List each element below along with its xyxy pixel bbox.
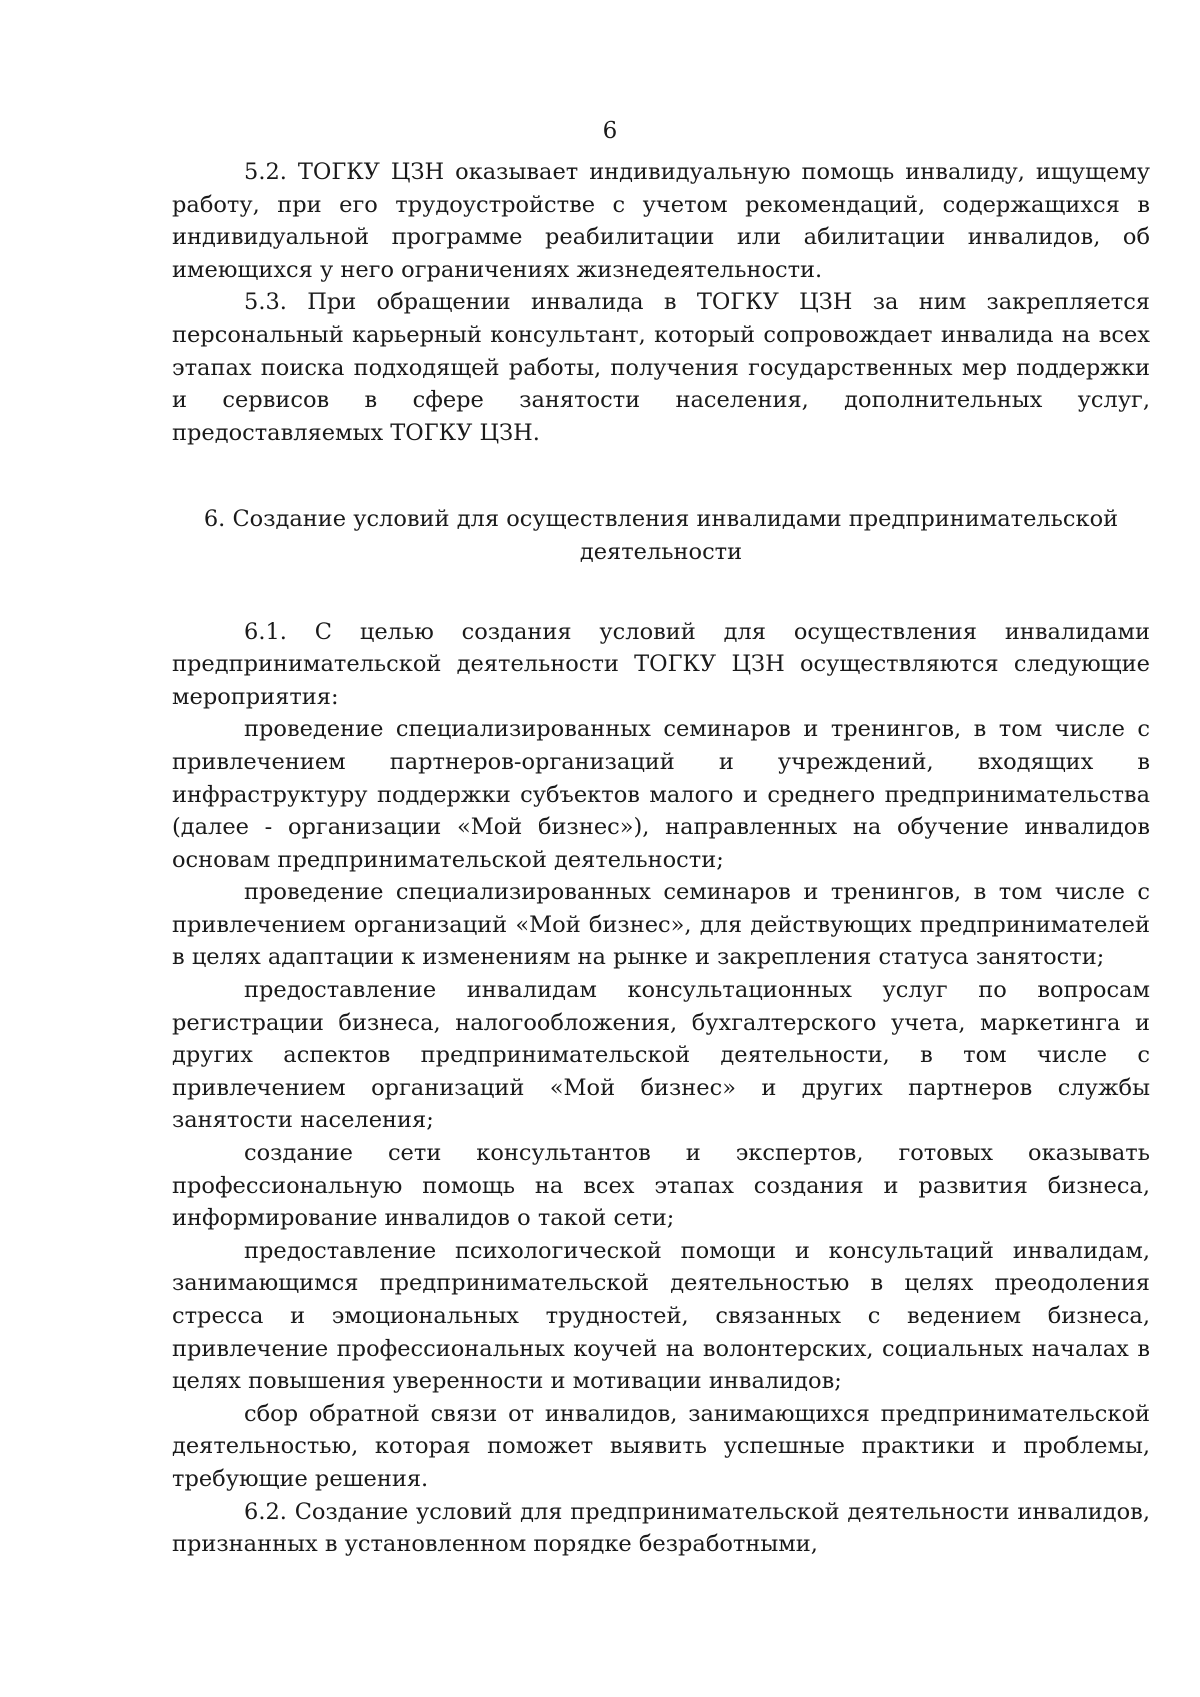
section-6-heading bbox=[172, 503, 1150, 568]
list-item-feedback-collection: сбор обратной связи от инвалидов, занимающихся предпринимательской деятельностью, которая поможет выявить успешные практики и проблемы, требующие решения. bbox=[172, 1400, 1150, 1492]
section-6-heading-line-1: 6. Создание условий для осуществления инвалидами предпринимательской bbox=[203, 506, 1119, 533]
paragraph-6-1: 6.1. С целью создания условий для осуществления инвалидами предпринимательской деятельности ТОГКУ ЦЗН осуществляются следующие мероприятия: bbox=[172, 618, 1150, 710]
document-body bbox=[172, 156, 1150, 1561]
paragraph-5-3: 5.3. При обращении инвалида в ТОГКУ ЦЗН за ним закрепляется персональный карьерный консультант, который сопровождает инвалида на всех этапах поиска подходящей работы, получения государственных мер поддержки и сервисов в сфере занятости населения, дополнительных услуг, предоставляемых ТОГКУ ЦЗН. bbox=[172, 289, 1150, 446]
list-item-seminars-training: проведение специализированных семинаров и тренингов, в том числе с привлечением партнеров-организаций и учреждений, входящих в инфраструктуру поддержки субъектов малого и среднего предпринимательства (далее - организации «Мой бизнес»), направленных на обучение инвалидов основам предпринимательской деятельности; bbox=[172, 716, 1150, 873]
page-number: 6 bbox=[602, 118, 618, 144]
list-item-psychological-help: предоставление психологической помощи и консультаций инвалидам, занимающимся предпринимательской деятельностью в целях преодоления стресса и эмоциональных трудностей, связанных с ведением бизнеса, привлечение профессиональных коучей на волонтерских, социальных началах в целях повышения уверенности и мотивации инвалидов; bbox=[172, 1237, 1150, 1395]
list-item-expert-network: создание сети консультантов и экспертов, готовых оказывать профессиональную помощь на всех этапах создания и развития бизнеса, информирование инвалидов о такой сети; bbox=[172, 1140, 1150, 1232]
list-item-consulting-services: предоставление инвалидам консультационных услуг по вопросам регистрации бизнеса, налогообложения, бухгалтерского учета, маркетинга и других аспектов предпринимательской деятельности, в том числе с привлечением организаций «Мой бизнес» и других партнеров службы занятости населения; bbox=[172, 977, 1150, 1134]
paragraph-5-2: 5.2. ТОГКУ ЦЗН оказывает индивидуальную помощь инвалиду, ищущему работу, при его трудоустройстве с учетом рекомендаций, содержащихся в индивидуальной программе реабилитации или абилитации инвалидов, об имеющихся у него ограничениях жизнедеятельности. bbox=[172, 159, 1150, 283]
list-item-seminars-active-entrepreneurs: проведение специализированных семинаров и тренингов, в том числе с привлечением организаций «Мой бизнес», для действующих предпринимателей в целях адаптации к изменениям на рынке и закрепления статуса занятости; bbox=[172, 879, 1150, 971]
paragraph-6-2: 6.2. Создание условий для предпринимательской деятельности инвалидов, признанных в установленном порядке безработными, bbox=[172, 1498, 1150, 1558]
section-6-heading-line-2: деятельности bbox=[579, 538, 743, 565]
